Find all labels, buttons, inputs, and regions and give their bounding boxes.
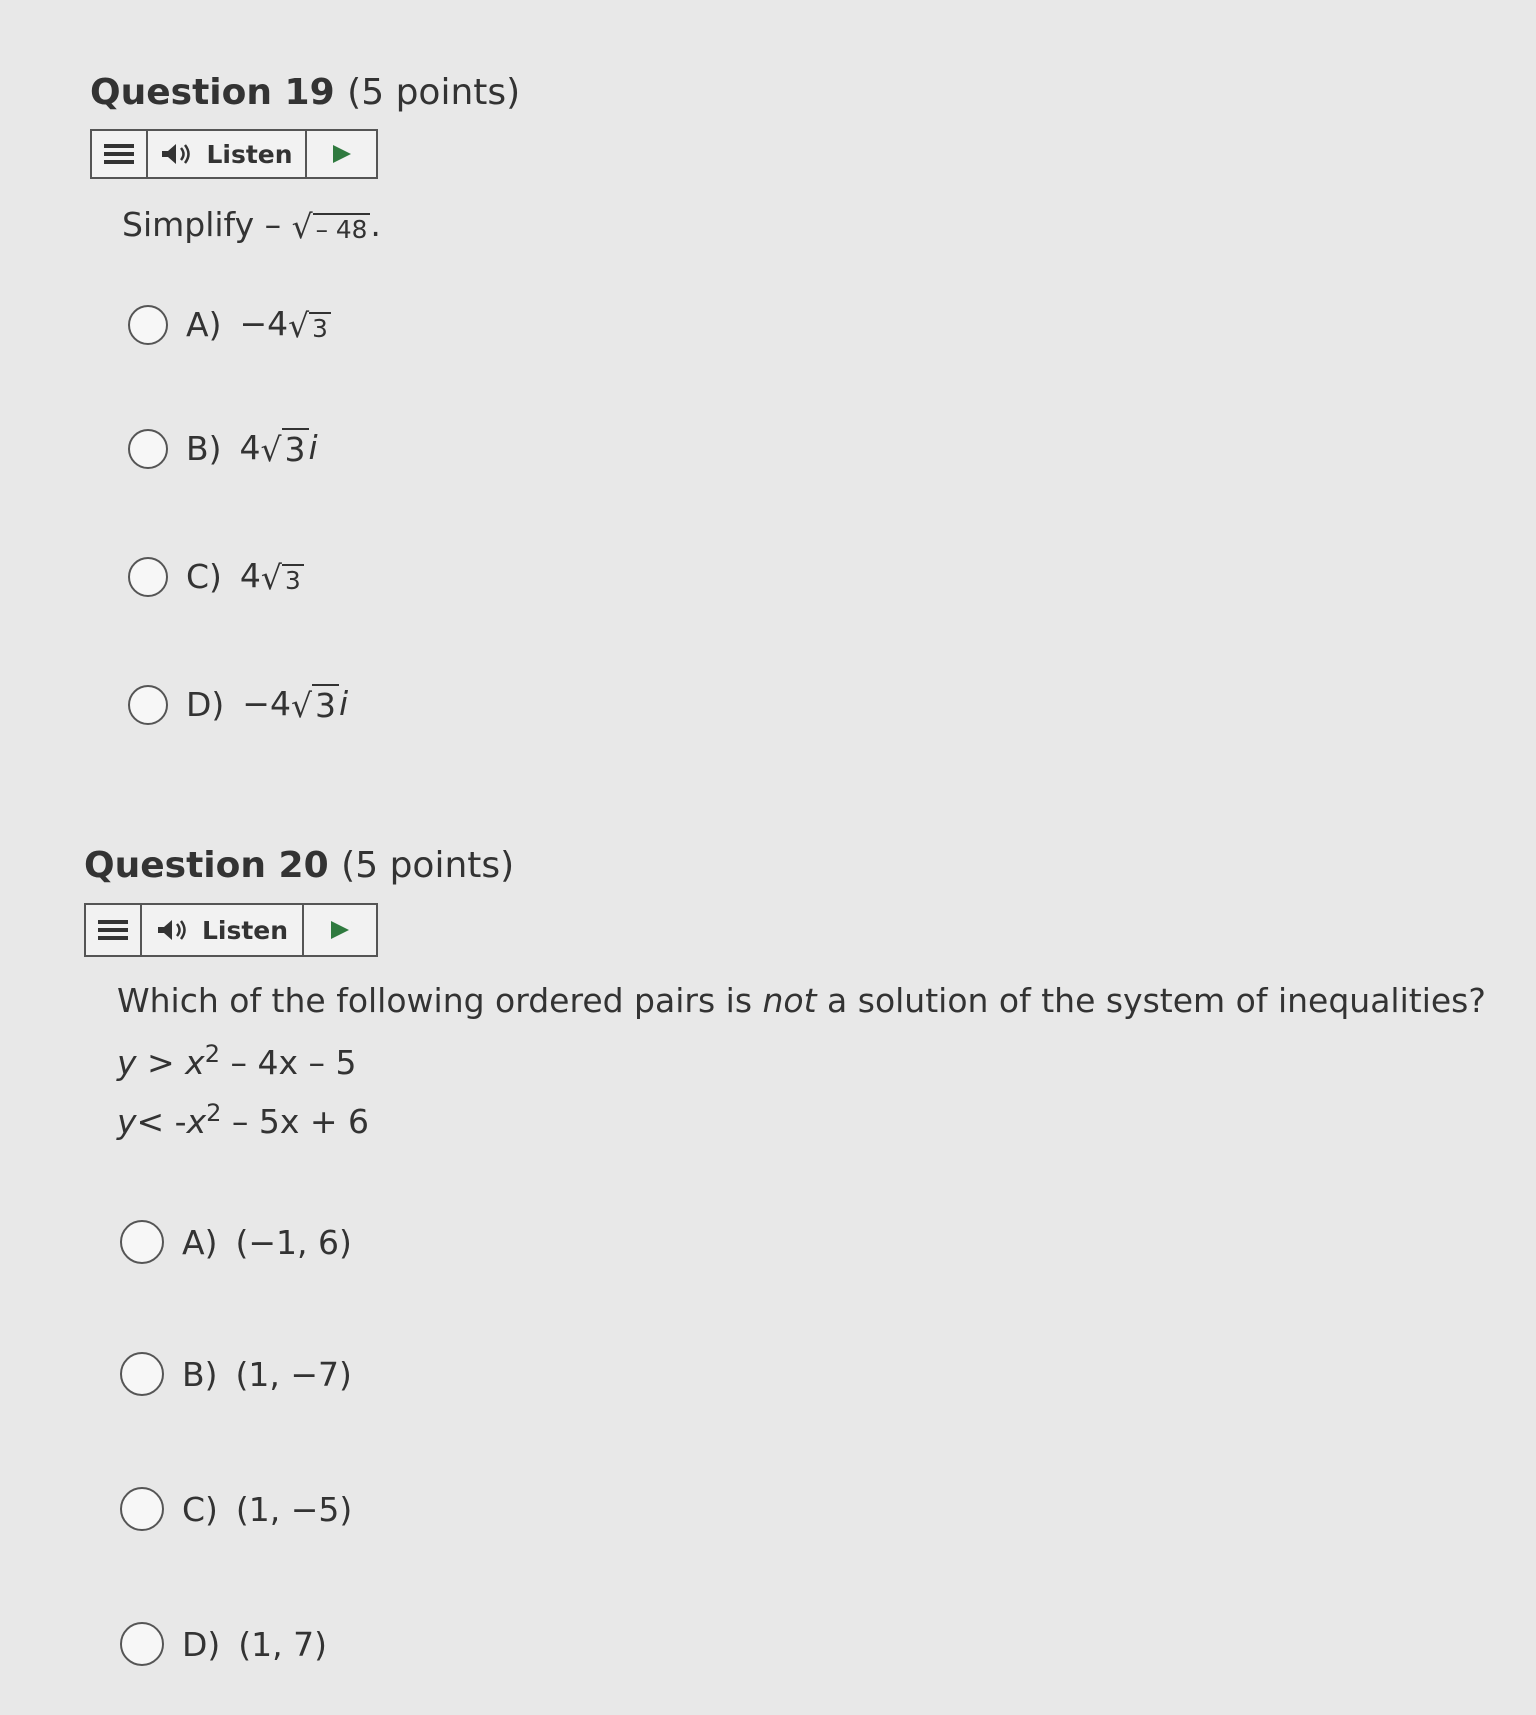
option-value: [240, 428, 318, 469]
option-value: (1, −5): [235, 1489, 353, 1529]
expression-rest: – 4x – 5: [219, 1043, 357, 1082]
option-c[interactable]: [120, 1487, 352, 1531]
question-title: [90, 72, 520, 113]
x-variable: x: [185, 1043, 205, 1082]
coefficient: 4: [239, 428, 261, 467]
option-c[interactable]: [128, 556, 304, 597]
question-title: [84, 845, 514, 886]
play-button[interactable]: [307, 131, 376, 177]
question-prompt: [122, 205, 381, 246]
expression-rest: – 5x + 6: [221, 1102, 370, 1141]
coefficient: −4: [239, 304, 289, 343]
coefficient: 4: [239, 556, 261, 595]
speaker-icon: [156, 918, 192, 942]
radicand: 3: [312, 684, 339, 725]
option-d[interactable]: [120, 1622, 327, 1666]
imaginary-unit: i: [338, 684, 349, 723]
option-value: (1, −7): [235, 1354, 352, 1394]
play-button[interactable]: [304, 905, 376, 955]
listen-toolbar: [84, 903, 378, 957]
radical-expression: √ – 48: [292, 207, 371, 246]
listen-button[interactable]: [148, 131, 307, 177]
prompt-text: Which of the following ordered pairs is: [117, 981, 763, 1020]
radical: √ 3: [261, 558, 304, 597]
exponent: 2: [206, 1099, 222, 1127]
radical: √3: [291, 686, 339, 725]
play-icon: [331, 143, 353, 165]
option-letter: D): [186, 685, 225, 724]
lhs-variable: y: [117, 1043, 137, 1082]
menu-button[interactable]: [92, 131, 148, 177]
radical: √3: [261, 430, 309, 469]
prompt-text: Simplify: [122, 205, 255, 244]
imaginary-unit: i: [308, 428, 318, 467]
option-value: (1, 7): [238, 1624, 328, 1664]
radio-button[interactable]: [128, 685, 168, 725]
option-letter: A): [182, 1222, 218, 1262]
question-points: (5 points): [347, 72, 521, 113]
question-number: Question 19: [90, 72, 335, 113]
option-letter: C): [186, 557, 222, 596]
radio-button[interactable]: [120, 1220, 164, 1264]
radio-button[interactable]: [128, 305, 168, 345]
option-b[interactable]: [128, 428, 318, 469]
radicand: – 48: [313, 213, 371, 244]
speaker-icon: [160, 142, 196, 166]
listen-label: Listen: [201, 915, 289, 945]
option-b[interactable]: [120, 1352, 352, 1396]
option-d[interactable]: [128, 684, 348, 725]
lhs-variable: y: [117, 1102, 137, 1141]
option-letter: A): [186, 305, 222, 344]
prompt-emphasis: not: [762, 981, 817, 1020]
radicand: 3: [282, 428, 309, 469]
question-prompt: [117, 981, 1486, 1020]
listen-button[interactable]: [142, 905, 304, 955]
option-letter: B): [186, 429, 222, 468]
radio-button[interactable]: [128, 557, 168, 597]
coefficient: −4: [242, 684, 291, 723]
radio-button[interactable]: [120, 1622, 164, 1666]
prompt-minus: –: [264, 205, 282, 244]
radio-button[interactable]: [120, 1352, 164, 1396]
radical: √ 3: [288, 306, 331, 345]
prompt-period: .: [370, 205, 381, 244]
inequality-1: [117, 1040, 356, 1082]
option-letter: D): [182, 1624, 221, 1664]
operator: < -: [136, 1102, 187, 1141]
menu-button[interactable]: [86, 905, 142, 955]
menu-icon: [98, 918, 128, 942]
listen-label: Listen: [206, 139, 293, 169]
option-value: [242, 684, 348, 725]
option-a[interactable]: [128, 304, 331, 345]
option-a[interactable]: [120, 1220, 352, 1264]
exponent: 2: [204, 1040, 220, 1068]
question-points: (5 points): [341, 845, 515, 886]
option-value: [240, 556, 304, 597]
radio-button[interactable]: [128, 429, 168, 469]
x-variable: x: [186, 1102, 207, 1141]
radicand: 3: [309, 312, 331, 343]
menu-icon: [104, 142, 134, 166]
prompt-text-end: a solution of the system of inequalities?: [816, 981, 1486, 1020]
radio-button[interactable]: [120, 1487, 164, 1531]
option-letter: B): [182, 1354, 218, 1394]
option-value: (−1, 6): [235, 1222, 352, 1262]
radicand: 3: [282, 564, 304, 595]
operator: >: [136, 1043, 186, 1082]
play-icon: [329, 919, 351, 941]
question-number: Question 20: [84, 845, 329, 886]
option-letter: C): [182, 1489, 218, 1529]
option-value: [239, 304, 330, 345]
listen-toolbar: [90, 129, 378, 179]
inequality-2: [117, 1099, 369, 1141]
